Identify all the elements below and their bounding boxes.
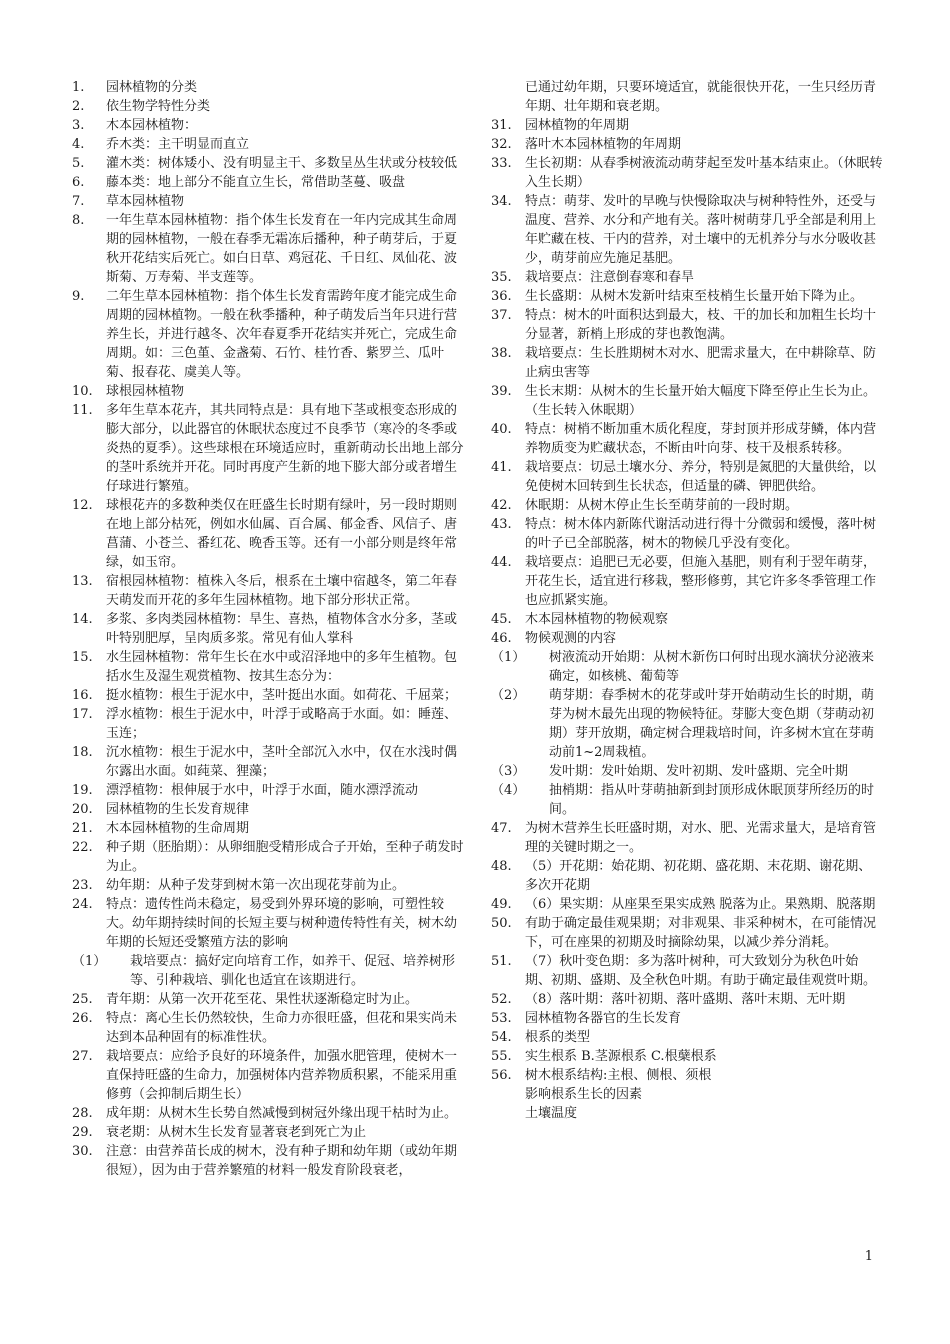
list-item bbox=[491, 819, 883, 857]
item-number: 2. bbox=[72, 99, 85, 114]
item-number: （3） bbox=[491, 764, 526, 779]
item-number: 56. bbox=[491, 1068, 512, 1083]
list-item bbox=[72, 952, 464, 990]
list-item bbox=[491, 1009, 883, 1028]
list-item bbox=[491, 458, 883, 496]
item-number: 46. bbox=[491, 631, 512, 646]
item-number: 23. bbox=[72, 878, 93, 893]
list-item bbox=[491, 306, 883, 344]
list-item bbox=[491, 914, 883, 952]
item-number: 32. bbox=[491, 137, 512, 152]
list-item bbox=[491, 952, 883, 990]
item-text: 木本园林植物的生命周期 bbox=[106, 821, 250, 836]
item-text: 浮水植物：根生于泥水中，叶浮于或略高于水面。如：睡莲、玉连； bbox=[106, 707, 458, 741]
item-text: 栽培要点：切忌土壤水分、养分，特别是氮肥的大量供给，以免使树木回转到生长状态，但适量的磷、钾肥供给。 bbox=[525, 460, 877, 494]
list-item bbox=[491, 382, 883, 420]
item-text: 为树木营养生长旺盛时期，对水、肥、光需求量大，是培育管理的关键时期之一。 bbox=[525, 821, 877, 855]
list-item bbox=[72, 401, 464, 496]
list-item bbox=[72, 78, 464, 97]
item-text: 栽培要点：注意倒春寒和春旱 bbox=[525, 270, 695, 285]
list-item bbox=[72, 135, 464, 154]
item-number: 49. bbox=[491, 897, 512, 912]
item-text: 有助于确定最佳观果期；对非观果、非采种树木，在可能情况下，可在座果的初期及时摘除幼果，以减少养分消耗。 bbox=[525, 916, 877, 950]
list-item bbox=[491, 1028, 883, 1047]
item-number: 20. bbox=[72, 802, 93, 817]
item-text: 园林植物各器官的生长发育 bbox=[525, 1011, 682, 1026]
list-item bbox=[491, 629, 883, 648]
item-number: 50. bbox=[491, 916, 512, 931]
list-item bbox=[491, 648, 883, 686]
item-text: 特点：树木体内新陈代谢活动进行得十分微弱和缓慢，落叶树的叶子已全部脱落，树木的物候几乎没有变化。 bbox=[525, 517, 877, 551]
item-number: 8. bbox=[72, 213, 85, 228]
item-number: 27. bbox=[72, 1049, 93, 1064]
list-item bbox=[72, 1123, 464, 1142]
list-item bbox=[72, 116, 464, 135]
item-text: 抽梢期：指从叶芽萌抽新到封顶形成休眠顶芽所经历的时间。 bbox=[549, 783, 875, 817]
list-item bbox=[72, 192, 464, 211]
item-text: 特点：萌芽、发叶的早晚与快慢除取决与树种特性外，还受与温度、营养、水分和产地有关。落叶树萌芽几乎全部是利用上年贮藏在枝、干内的营养，对土壤中的无机养分与水分吸收甚少，萌芽前应先施足基肥。 bbox=[525, 194, 877, 266]
list-item bbox=[72, 496, 464, 572]
list-item bbox=[491, 1066, 883, 1085]
list-item bbox=[72, 287, 464, 382]
list-item bbox=[72, 382, 464, 401]
item-text: 萌芽期：春季树木的花芽或叶芽开始萌动生长的时期，萌芽为树木最先出现的物候特征。芽膨大变色期（芽萌动初期）芽开放期，确定树合理栽培时间，许多树木宜在芽萌动前1~2周栽植。 bbox=[549, 688, 875, 760]
list-item bbox=[491, 610, 883, 629]
list-item bbox=[72, 838, 464, 876]
list-item bbox=[491, 857, 883, 895]
item-number: 16. bbox=[72, 688, 93, 703]
item-text: 树木根系结构:主根、侧根、须根 bbox=[525, 1068, 712, 1083]
item-text: （6）果实期：从座果至果实成熟 脱落为止。果熟期、脱落期 bbox=[525, 897, 876, 912]
item-number: 17. bbox=[72, 707, 93, 722]
item-number: 29. bbox=[72, 1125, 93, 1140]
item-number: 47. bbox=[491, 821, 512, 836]
list-item bbox=[72, 686, 464, 705]
item-number: 9. bbox=[72, 289, 85, 304]
item-text: 栽培要点：搞好定向培育工作，如养干、促冠、培养树形等、引种栽培、驯化也适宜在该期进行。 bbox=[130, 954, 456, 988]
item-text: 园林植物的分类 bbox=[106, 80, 198, 95]
item-number: 37. bbox=[491, 308, 512, 323]
item-text: 多年生草本花卉，其共同特点是：具有地下茎或根变态形成的膨大部分，以此器官的休眠状态度过不良季节（寒冷的冬季或炎热的夏季）。这些球根在环境适应时，重新萌动长出地上部分的茎叶系统并开花。同时再度产生新的地下膨大部分或者增生仔球进行繁殖。 bbox=[106, 403, 464, 494]
item-number: （1） bbox=[491, 650, 526, 665]
list-item bbox=[72, 705, 464, 743]
item-text: 物候观测的内容 bbox=[525, 631, 617, 646]
item-text: 特点：遗传性尚未稳定，易受到外界环境的影响，可塑性较大。幼年期持续时间的长短主要与树种遗传特性有关，树木幼年期的长短还受繁殖方法的影响 bbox=[106, 897, 458, 950]
item-text: 园林植物的生长发育规律 bbox=[106, 802, 250, 817]
item-number: （1） bbox=[72, 954, 107, 969]
item-number: 54. bbox=[491, 1030, 512, 1045]
item-number: 14. bbox=[72, 612, 93, 627]
item-text: 发叶期：发叶始期、发叶初期、发叶盛期、完全叶期 bbox=[549, 764, 849, 779]
item-number: 19. bbox=[72, 783, 93, 798]
item-number: 24. bbox=[72, 897, 93, 912]
item-number: 1. bbox=[72, 80, 85, 95]
list-item bbox=[72, 895, 464, 952]
item-text: 幼年期：从种子发芽到树木第一次出现花芽前为止。 bbox=[106, 878, 406, 893]
item-text: 园林植物的年周期 bbox=[525, 118, 630, 133]
left-column bbox=[72, 78, 464, 1180]
item-number: 36. bbox=[491, 289, 512, 304]
list-item bbox=[491, 496, 883, 515]
item-number: 7. bbox=[72, 194, 85, 209]
item-text: 实生根系 B.茎源根系 C.根蘖根系 bbox=[525, 1049, 717, 1064]
list-item bbox=[491, 287, 883, 306]
list-item bbox=[72, 154, 464, 173]
item-text: 休眠期：从树木停止生长至萌芽前的一段时期。 bbox=[525, 498, 799, 513]
item-number: 35. bbox=[491, 270, 512, 285]
item-text: 宿根园林植物：植株入冬后，根系在土壤中宿越冬，第二年春天萌发而开花的多年生园林植物。地下部分形状正常。 bbox=[106, 574, 458, 608]
item-number: 41. bbox=[491, 460, 512, 475]
list-item bbox=[491, 762, 883, 781]
item-text: 球根花卉的多数种类仅在旺盛生长时期有绿叶，另一段时期则在地上部分枯死，例如水仙属、百合属、郁金香、风信子、唐菖蒲、小苍兰、番红花、晚香玉等。还有一小部分则是终年常绿，如玉帘。 bbox=[106, 498, 458, 570]
item-text: 注意：由营养苗长成的树木，没有种子期和幼年期（或幼年期很短），因为由于营养繁殖的材料一般发育阶段衰老， bbox=[106, 1144, 458, 1178]
list-item bbox=[72, 1142, 464, 1180]
right-column bbox=[491, 78, 883, 1123]
item-text: 成年期：从树木生长势自然减慢到树冠外缘出现干枯时为止。 bbox=[106, 1106, 458, 1121]
item-number: 5. bbox=[72, 156, 85, 171]
item-number: 45. bbox=[491, 612, 512, 627]
item-number: 53. bbox=[491, 1011, 512, 1026]
item-number: 3. bbox=[72, 118, 85, 133]
item-text: 灌木类：树体矮小、没有明显主干、多数呈丛生状或分枝较低 bbox=[106, 156, 458, 171]
item-number: （4） bbox=[491, 783, 526, 798]
item-number: 21. bbox=[72, 821, 93, 836]
item-text: （7）秋叶变色期：多为落叶树种，可大致划分为秋色叶始期、初期、盛期、及全秋色叶期。有助于确定最佳观赏叶期。 bbox=[525, 954, 877, 988]
item-text: 球根园林植物 bbox=[106, 384, 185, 399]
tail-line-1: 影响根系生长的因素 bbox=[525, 1087, 643, 1102]
item-number: 39. bbox=[491, 384, 512, 399]
list-item bbox=[72, 572, 464, 610]
item-text: 根系的类型 bbox=[525, 1030, 591, 1045]
list-item bbox=[72, 610, 464, 648]
list-item bbox=[491, 268, 883, 287]
list-item bbox=[72, 876, 464, 895]
item-text: 依生物学特性分类 bbox=[106, 99, 211, 114]
item-number: 18. bbox=[72, 745, 93, 760]
item-number: 44. bbox=[491, 555, 512, 570]
list-item bbox=[72, 1047, 464, 1104]
item-text: 多浆、多肉类园林植物：旱生、喜热，植物体含水分多，茎或叶特别肥厚，呈肉质多浆。常见有仙人掌科 bbox=[106, 612, 458, 646]
item-text: 沉水植物：根生于泥水中，茎叶全部沉入水中，仅在水浅时偶尔露出水面。如莼菜、狸藻； bbox=[106, 745, 458, 779]
continuation-text: 已通过幼年期，只要环境适宜，就能很快开花，一生只经历青年期、壮年期和衰老期。 bbox=[525, 80, 877, 114]
item-text: 青年期：从第一次开花至花、果性状逐渐稳定时为止。 bbox=[106, 992, 419, 1007]
item-number: 34. bbox=[491, 194, 512, 209]
item-text: 特点：树梢不断加重木质化程度，芽封顶并形成芽鳞，体内营养物质变为贮藏状态，不断由叶向芽、枝干及根系转移。 bbox=[525, 422, 877, 456]
list-item bbox=[72, 97, 464, 116]
list-item bbox=[72, 211, 464, 287]
list-item bbox=[491, 553, 883, 610]
item-number: 13. bbox=[72, 574, 93, 589]
item-number: 15. bbox=[72, 650, 93, 665]
item-number: 48. bbox=[491, 859, 512, 874]
item-text: 草本园林植物 bbox=[106, 194, 185, 209]
item-number: 52. bbox=[491, 992, 512, 1007]
list-item bbox=[72, 781, 464, 800]
item-text: 生长初期：从春季树液流动萌芽起至发叶基本结束止。（休眠转入生长期） bbox=[525, 156, 883, 190]
item-number: 10. bbox=[72, 384, 93, 399]
list-item bbox=[491, 154, 883, 192]
list-item bbox=[72, 990, 464, 1009]
item-number: 33. bbox=[491, 156, 512, 171]
item-number: （2） bbox=[491, 688, 526, 703]
tail-line-2: 土壤温度 bbox=[525, 1106, 578, 1121]
item-number: 25. bbox=[72, 992, 93, 1007]
list-item bbox=[491, 515, 883, 553]
list-item bbox=[491, 420, 883, 458]
item-text: 栽培要点：应给予良好的环境条件，加强水肥管理，使树木一直保持旺盛的生命力，加强树体内营养物质积累，不能采用重修剪（会抑制后期生长） bbox=[106, 1049, 458, 1102]
item-text: 漂浮植物：根伸展于水中，叶浮于水面，随水漂浮流动 bbox=[106, 783, 419, 798]
item-text: 栽培要点：追肥已无必要，但施入基肥，则有利于翌年萌芽，开花生长，适宜进行移栽，整形修剪，其它许多冬季管理工作也应抓紧实施。 bbox=[525, 555, 877, 608]
item-number: 11. bbox=[72, 403, 93, 418]
item-number: 51. bbox=[491, 954, 512, 969]
item-text: 生长末期：从树木的生长量开始大幅度下降至停止生长为止。（生长转入休眠期） bbox=[525, 384, 877, 418]
list-item bbox=[491, 781, 883, 819]
list-item bbox=[72, 819, 464, 838]
item-text: 木本园林植物的物候观察 bbox=[525, 612, 669, 627]
item-number: 38. bbox=[491, 346, 512, 361]
item-text: 乔木类：主干明显而直立 bbox=[106, 137, 250, 152]
item-number: 43. bbox=[491, 517, 512, 532]
item-text: 挺水植物：根生于泥水中，茎叶挺出水面。如荷花、千屈菜； bbox=[106, 688, 458, 703]
item-text: 特点：树木的叶面积达到最大，枝、干的加长和加粗生长均十分显著，新梢上形成的芽也教饱满。 bbox=[525, 308, 877, 342]
item-text: 水生园林植物：常年生长在水中或沼泽地中的多年生植物。包括水生及湿生观赏植物、按其生态分为： bbox=[106, 650, 458, 684]
item-number: 26. bbox=[72, 1011, 93, 1026]
item-number: 22. bbox=[72, 840, 93, 855]
list-item bbox=[72, 800, 464, 819]
item-text: 种子期（胚胎期）：从卵细胞受精形成合子开始，至种子萌发时为止。 bbox=[106, 840, 464, 874]
list-item bbox=[72, 1104, 464, 1123]
item-text: 木本园林植物： bbox=[106, 118, 198, 133]
list-item bbox=[491, 990, 883, 1009]
item-number: 55. bbox=[491, 1049, 512, 1064]
item-text: 特点：离心生长仍然较快，生命力亦很旺盛，但花和果实尚未达到本品种固有的标准性状。 bbox=[106, 1011, 458, 1045]
list-item bbox=[72, 1009, 464, 1047]
list-item bbox=[491, 895, 883, 914]
item-number: 31. bbox=[491, 118, 512, 133]
item-text: 藤本类：地上部分不能直立生长，常借助茎蔓、吸盘 bbox=[106, 175, 406, 190]
list-item bbox=[72, 648, 464, 686]
item-number: 30. bbox=[72, 1144, 93, 1159]
item-number: 12. bbox=[72, 498, 93, 513]
item-text: 衰老期：从树木生长发育显著衰老到死亡为止 bbox=[106, 1125, 367, 1140]
item-text: （8）落叶期：落叶初期、落叶盛期、落叶末期、无叶期 bbox=[525, 992, 846, 1007]
item-text: 二年生草本园林植物：指个体生长发育需跨年度才能完成生命周期的园林植物。一般在秋季播种，种子萌发后当年只进行营养生长，并进行越冬、次年春夏季开花结实并死亡，完成生命周期。如：三色堇、金盏菊、石竹、桂竹香、紫罗兰、瓜叶菊、报春花、虞美人等。 bbox=[106, 289, 458, 380]
item-number: 40. bbox=[491, 422, 512, 437]
list-item bbox=[491, 686, 883, 762]
list-item bbox=[491, 344, 883, 382]
item-number: 4. bbox=[72, 137, 85, 152]
item-text: 栽培要点：生长胜期树木对水、肥需求量大，在中耕除草、防止病虫害等 bbox=[525, 346, 877, 380]
item-number: 28. bbox=[72, 1106, 93, 1121]
item-number: 42. bbox=[491, 498, 512, 513]
list-item bbox=[491, 116, 883, 135]
item-number: 6. bbox=[72, 175, 85, 190]
list-item bbox=[72, 173, 464, 192]
item-text: 一年生草本园林植物：指个体生长发育在一年内完成其生命周期的园林植物，一般在春季无霜冻后播种，种子萌芽后，于夏秋开花结实后死亡。如白日草、鸡冠花、千日红、凤仙花、波斯菊、万寿菊、半支莲等。 bbox=[106, 213, 458, 285]
item-text: 生长盛期：从树木发新叶结束至枝梢生长量开始下降为止。 bbox=[525, 289, 864, 304]
list-item bbox=[491, 192, 883, 268]
page-number: 1 bbox=[864, 1249, 873, 1264]
list-item bbox=[491, 135, 883, 154]
right-list bbox=[491, 116, 883, 1085]
item-text: 落叶木本园林植物的年周期 bbox=[525, 137, 682, 152]
item-text: 树液流动开始期：从树木新伤口何时出现水滴状分泌液来确定，如核桃、葡萄等 bbox=[549, 650, 875, 684]
item-text: （5）开花期：始花期、初花期、盛花期、末花期、谢花期、多次开花期 bbox=[525, 859, 872, 893]
list-item bbox=[491, 1047, 883, 1066]
list-item bbox=[72, 743, 464, 781]
